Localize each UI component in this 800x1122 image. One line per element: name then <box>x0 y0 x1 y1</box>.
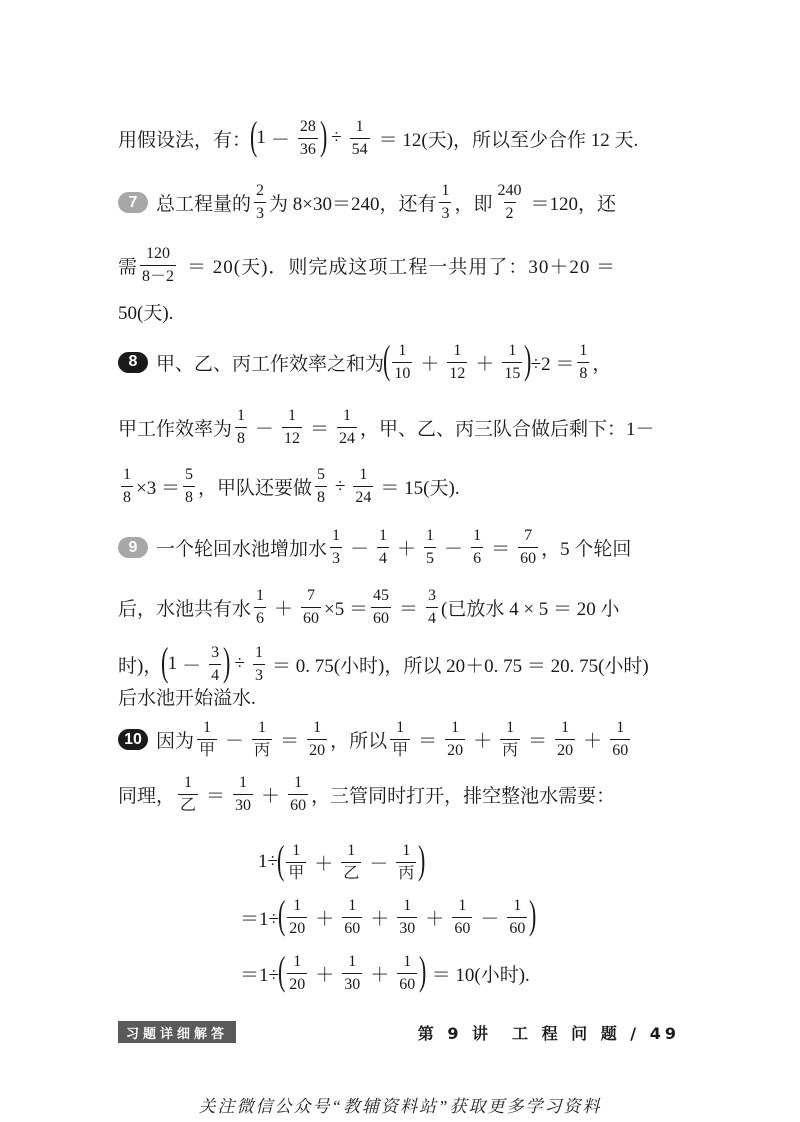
fraction: $\frac{1}{60}$ <box>612 719 629 759</box>
fraction: $\frac{1}{\text{丙}}$ <box>502 719 519 759</box>
fraction: $\frac{1}{24}$ <box>355 466 372 506</box>
fraction: $\frac{1}{\text{乙}}$ <box>343 841 360 882</box>
fraction: $\frac{1}{24}$ <box>339 407 356 447</box>
fraction: $\frac{1}{\text{丙}}$ <box>254 719 271 759</box>
fraction: $\frac{1}{8}$ <box>123 466 131 506</box>
fraction: $\frac{1}{60}$ <box>399 952 416 993</box>
solution-line-10: 时)， ( 1 － $\frac{3}{4}$ ) ÷ $\frac{1}{3}$ ＝ 0. 75(小时)，所以 20＋0. 75 ＝ 20. 75(小时) <box>118 639 649 684</box>
fraction: $\frac{1}{5}$ <box>426 527 435 567</box>
fraction: $\frac{28}{36}$ <box>299 117 316 158</box>
solution-line-13: 同理， $\frac{1}{\text{乙}}$ ＝ $\frac{1}{30}$ ＋ $\frac{1}{60}$ ，三管同时打开，排空整池水需要： <box>118 774 616 814</box>
fraction: $\frac{1}{54}$ <box>351 117 368 158</box>
text: ＝ 12(天)，所以至少合作 12 天. <box>378 129 639 151</box>
solution-line-2: 7 总工程量的 $\frac{2}{3}$ 为 8×30＝240，还有 $\frac{1}{3}$ ，即 $\frac{240}{2}$ ＝120，还 <box>118 183 616 222</box>
fraction: $\frac{5}{8}$ <box>184 466 193 506</box>
fraction: $\frac{1}{60}$ <box>344 896 361 937</box>
fraction: $\frac{7}{60}$ <box>303 587 320 627</box>
fraction: $\frac{3}{4}$ <box>211 643 220 684</box>
fraction: $\frac{1}{\text{乙}}$ <box>180 774 197 814</box>
fraction: $\frac{1}{15}$ <box>504 341 521 382</box>
fraction: $\frac{1}{30}$ <box>235 774 252 814</box>
fraction: $\frac{1}{60}$ <box>509 896 526 937</box>
fraction: $\frac{1}{\text{丙}}$ <box>398 841 415 882</box>
section-label: 习题详细解答 <box>118 1021 236 1043</box>
problem-number-badge: 7 <box>118 192 148 213</box>
fraction: $\frac{1}{6}$ <box>473 527 482 567</box>
fraction: $\frac{1}{60}$ <box>290 774 307 814</box>
fraction: $\frac{1}{4}$ <box>379 527 388 567</box>
fraction: $\frac{1}{\text{甲}}$ <box>288 841 305 882</box>
fraction: $\frac{1}{12}$ <box>284 407 301 447</box>
fraction: $\frac{1}{10}$ <box>394 341 411 382</box>
solution-line-1: 用假设法，有： ( 1 － $\frac{28}{36}$ ) ÷ $\frac{1}{54}$ ＝ 12(天)，所以至少合作 12 天. <box>118 113 639 158</box>
fraction: $\frac{1}{20}$ <box>557 719 574 759</box>
problem-number-badge: 9 <box>118 537 148 558</box>
solution-line-7: $\frac{1}{8}$ ×3 ＝ $\frac{5}{8}$ ，甲队还要做 $\frac{5}{8}$ ÷ $\frac{1}{24}$ ＝ 15(天). <box>123 466 460 506</box>
fraction: $\frac{1}{30}$ <box>344 952 361 993</box>
fraction: $\frac{1}{60}$ <box>454 896 471 937</box>
solution-line-14: 1÷ ( $\frac{1}{\text{甲}}$ ＋ $\frac{1}{\text{乙}}$ － $\frac{1}{\text{丙}}$ ) <box>258 837 426 882</box>
fraction: $\frac{45}{60}$ <box>373 587 389 627</box>
fraction: $\frac{1}{20}$ <box>289 952 306 993</box>
solution-line-3: 需 $\frac{120}{8-2}$ ＝ 20(天)．则完成这项工程一共用了：30＋20 ＝ <box>118 245 617 285</box>
fraction: $\frac{1}{20}$ <box>447 719 464 759</box>
fraction: $\frac{1}{12}$ <box>449 341 466 382</box>
watermark-note: 关注微信公众号“教辅资料站”获取更多学习资料 <box>198 1097 602 1116</box>
problem-number-badge: 8 <box>118 352 148 373</box>
fraction: $\frac{1}{3}$ <box>254 643 263 684</box>
text: 用假设法，有： <box>118 129 252 151</box>
solution-line-15: ＝1÷ ( $\frac{1}{20}$ ＋ $\frac{1}{60}$ ＋ $\frac{1}{30}$ ＋ $\frac{1}{60}$ － $\frac{1}{60}$ ) <box>240 892 537 937</box>
fraction: $\frac{1}{3}$ <box>441 182 450 222</box>
fraction: $\frac{1}{8}$ <box>579 341 588 382</box>
fraction: $\frac{2}{3}$ <box>256 182 265 222</box>
fraction: $\frac{120}{8-2}$ <box>142 245 175 285</box>
fraction: $\frac{1}{3}$ <box>332 527 341 567</box>
fraction: $\frac{1}{6}$ <box>256 587 265 627</box>
fraction: $\frac{1}{\text{甲}}$ <box>392 719 409 759</box>
solution-line-8: 9 一个轮回水池增加水 $\frac{1}{3}$ － $\frac{1}{4}$ ＋ $\frac{1}{5}$ － $\frac{1}{6}$ ＝ $\frac{7}{60}$ ，5 个轮回 <box>118 528 631 567</box>
fraction: $\frac{1}{8}$ <box>237 407 246 447</box>
fraction: $\frac{5}{8}$ <box>316 466 325 506</box>
solution-line-6: 甲工作效率为 $\frac{1}{8}$ － $\frac{1}{12}$ ＝ $\frac{1}{24}$ ，甲、乙、丙三队合做后剩下：1－ <box>118 407 655 447</box>
fraction: $\frac{3}{4}$ <box>428 587 437 627</box>
solution-line-11: 后水池开始溢水. <box>118 688 256 709</box>
fraction: $\frac{240}{2}$ <box>497 182 522 222</box>
page-number-heading: 第 9 讲 工 程 问 题 / 49 <box>417 1024 680 1043</box>
solution-line-5: 8 甲、乙、丙工作效率之和为 ( $\frac{1}{10}$ ＋ $\frac{1}{12}$ ＋ $\frac{1}{15}$ ) ÷2 ＝ $\frac{1}{8}$ ， <box>118 342 611 382</box>
solution-line-4: 50(天). <box>118 303 174 324</box>
solution-line-9: 后，水池共有水 $\frac{1}{6}$ ＋ $\frac{7}{60}$ ×5 ＝ $\frac{45}{60}$ ＝ $\frac{3}{4}$ (已放水 4 × 5 ＝ 20 小 <box>118 587 620 627</box>
solution-line-12: 10 因为 $\frac{1}{\text{甲}}$ － $\frac{1}{\text{丙}}$ ＝ $\frac{1}{20}$ ，所以 $\frac{1}{\text{甲}}$ ＝ $\frac{1}{20}$ ＋ $\frac{1}{\text{丙}}$ ＝ $\frac{1}{20}$ ＋ $\frac{1}{60}$ <box>118 720 633 759</box>
fraction: $\frac{1}{20}$ <box>309 719 326 759</box>
fraction: $\frac{7}{60}$ <box>520 527 537 567</box>
fraction: $\frac{1}{20}$ <box>289 896 306 937</box>
fraction: $\frac{1}{\text{甲}}$ <box>199 719 216 759</box>
fraction: $\frac{1}{30}$ <box>399 896 416 937</box>
problem-number-badge: 10 <box>118 729 148 750</box>
solution-line-16: ＝1÷ ( $\frac{1}{20}$ ＋ $\frac{1}{30}$ ＋ $\frac{1}{60}$ ) ＝ 10(小时). <box>240 948 530 993</box>
